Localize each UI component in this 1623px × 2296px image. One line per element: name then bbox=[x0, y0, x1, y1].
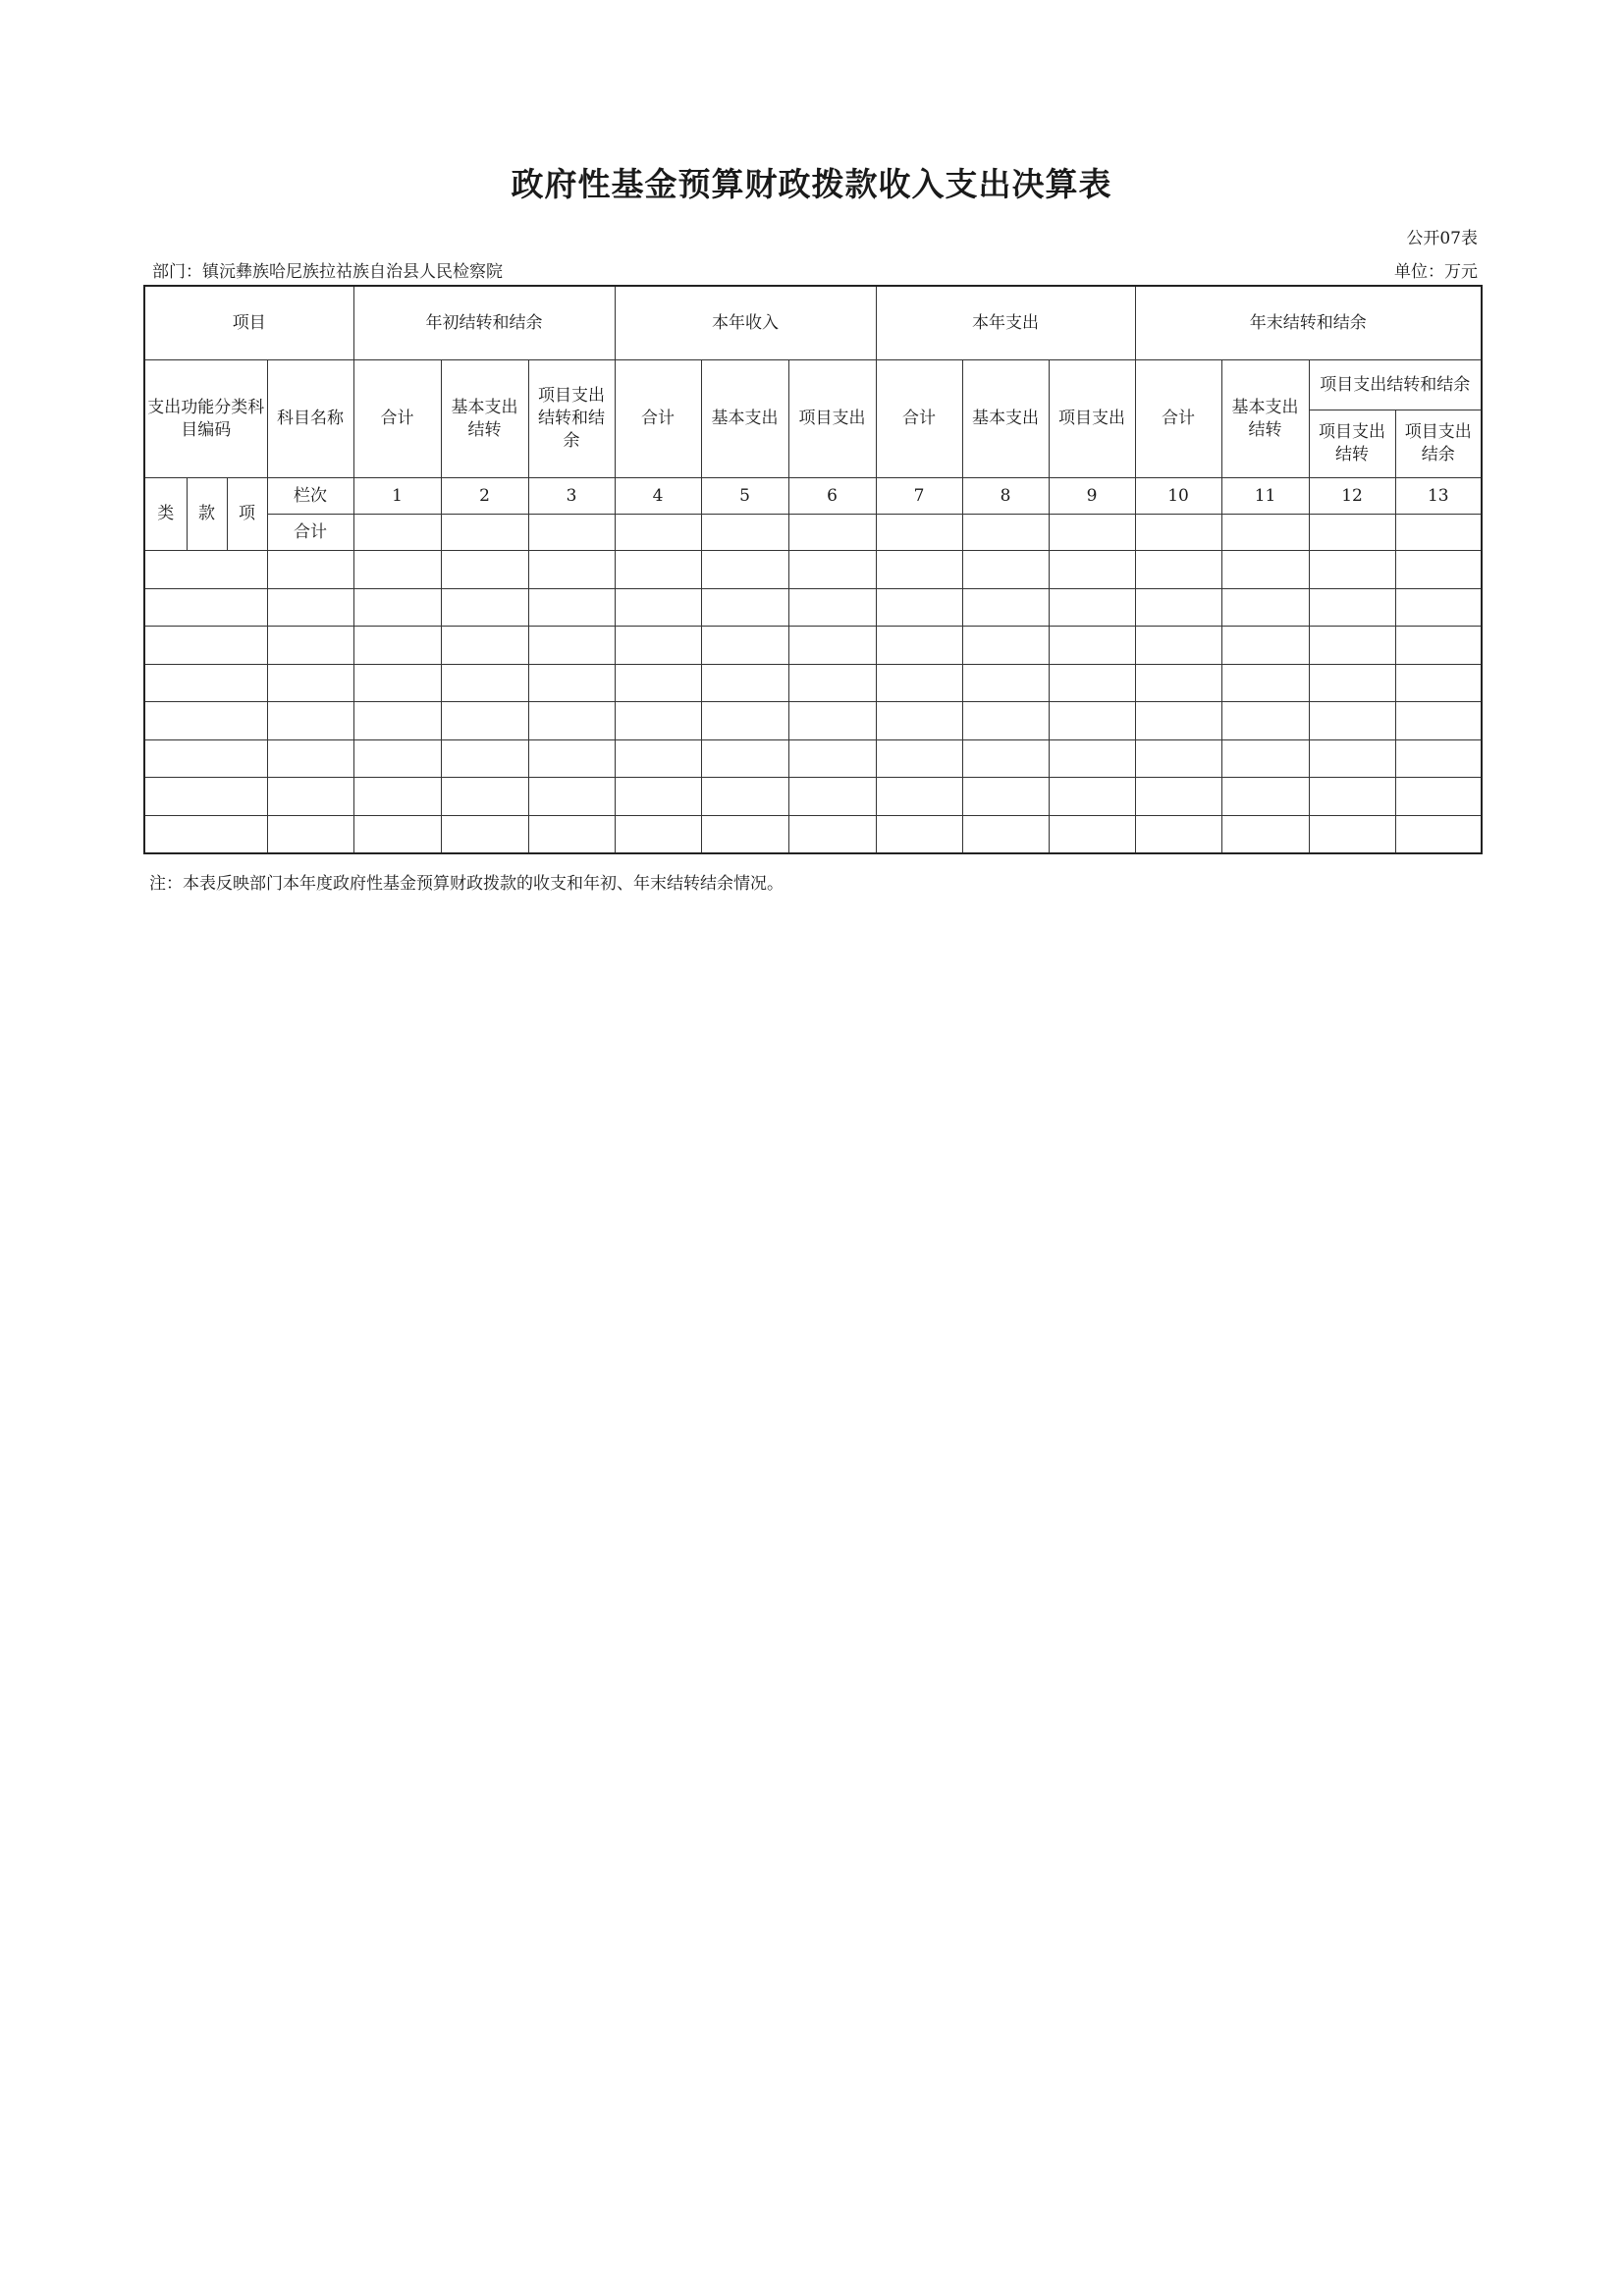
value-cell bbox=[962, 739, 1049, 778]
value-cell bbox=[962, 627, 1049, 665]
value-cell bbox=[528, 778, 615, 816]
total-cell bbox=[441, 515, 528, 551]
subject-cell bbox=[267, 739, 353, 778]
code-cell bbox=[144, 627, 267, 665]
code-cell bbox=[144, 551, 267, 589]
header-income-basic: 基本支出 bbox=[701, 360, 788, 478]
value-cell bbox=[788, 778, 876, 816]
value-cell bbox=[701, 702, 788, 740]
value-cell bbox=[441, 551, 528, 589]
value-cell bbox=[441, 739, 528, 778]
header-end-basic: 基本支出结转 bbox=[1221, 360, 1309, 478]
header-kuan: 款 bbox=[187, 478, 227, 551]
column-no-4: 4 bbox=[615, 478, 701, 515]
total-cell bbox=[353, 515, 441, 551]
value-cell bbox=[876, 702, 962, 740]
header-income-total: 合计 bbox=[615, 360, 701, 478]
value-cell bbox=[876, 815, 962, 853]
subject-cell bbox=[267, 627, 353, 665]
header-project: 项目 bbox=[144, 286, 353, 360]
value-cell bbox=[1309, 702, 1395, 740]
value-cell bbox=[528, 815, 615, 853]
code-cell bbox=[144, 702, 267, 740]
column-no-7: 7 bbox=[876, 478, 962, 515]
value-cell bbox=[788, 627, 876, 665]
subject-cell bbox=[267, 551, 353, 589]
value-cell bbox=[1135, 702, 1221, 740]
value-cell bbox=[528, 739, 615, 778]
value-cell bbox=[353, 588, 441, 627]
value-cell bbox=[528, 664, 615, 702]
value-cell bbox=[353, 702, 441, 740]
value-cell bbox=[701, 627, 788, 665]
value-cell bbox=[788, 702, 876, 740]
header-end-project-carry: 项目支出结转 bbox=[1309, 410, 1395, 478]
value-cell bbox=[701, 588, 788, 627]
total-cell bbox=[615, 515, 701, 551]
value-cell bbox=[788, 815, 876, 853]
value-cell bbox=[528, 588, 615, 627]
table-row bbox=[144, 778, 1482, 816]
value-cell bbox=[441, 778, 528, 816]
budget-table bbox=[143, 285, 1483, 854]
header-row-1 bbox=[144, 286, 1482, 360]
table-row bbox=[144, 588, 1482, 627]
total-cell bbox=[876, 515, 962, 551]
value-cell bbox=[353, 551, 441, 589]
value-cell bbox=[615, 815, 701, 853]
value-cell bbox=[1049, 815, 1135, 853]
column-no-2: 2 bbox=[441, 478, 528, 515]
value-cell bbox=[528, 702, 615, 740]
value-cell bbox=[1221, 702, 1309, 740]
value-cell bbox=[1049, 627, 1135, 665]
value-cell bbox=[441, 815, 528, 853]
value-cell bbox=[1221, 815, 1309, 853]
value-cell bbox=[1309, 551, 1395, 589]
value-cell bbox=[788, 739, 876, 778]
value-cell bbox=[876, 664, 962, 702]
column-no-1: 1 bbox=[353, 478, 441, 515]
value-cell bbox=[1221, 739, 1309, 778]
value-cell bbox=[962, 664, 1049, 702]
header-begin-total: 合计 bbox=[353, 360, 441, 478]
department-label: 部门：镇沅彝族哈尼族拉祜族自治县人民检察院 bbox=[152, 262, 503, 282]
value-cell bbox=[1049, 588, 1135, 627]
value-cell bbox=[876, 551, 962, 589]
column-no-8: 8 bbox=[962, 478, 1049, 515]
value-cell bbox=[353, 778, 441, 816]
value-cell bbox=[788, 588, 876, 627]
value-cell bbox=[701, 664, 788, 702]
value-cell bbox=[962, 815, 1049, 853]
header-begin-basic: 基本支出结转 bbox=[441, 360, 528, 478]
value-cell bbox=[441, 627, 528, 665]
column-no-11: 11 bbox=[1221, 478, 1309, 515]
value-cell bbox=[1395, 778, 1482, 816]
value-cell bbox=[1309, 627, 1395, 665]
value-cell bbox=[615, 702, 701, 740]
value-cell bbox=[1049, 739, 1135, 778]
total-row bbox=[144, 515, 1482, 551]
value-cell bbox=[615, 778, 701, 816]
value-cell bbox=[353, 815, 441, 853]
value-cell bbox=[1135, 664, 1221, 702]
header-begin-balance: 年初结转和结余 bbox=[353, 286, 615, 360]
value-cell bbox=[701, 815, 788, 853]
table-body bbox=[144, 551, 1482, 854]
header-subject-name: 科目名称 bbox=[267, 360, 353, 478]
value-cell bbox=[962, 778, 1049, 816]
table-row bbox=[144, 815, 1482, 853]
code-cell bbox=[144, 664, 267, 702]
column-no-9: 9 bbox=[1049, 478, 1135, 515]
value-cell bbox=[876, 778, 962, 816]
unit-label: 单位：万元 bbox=[1394, 262, 1478, 282]
value-cell bbox=[701, 739, 788, 778]
value-cell bbox=[1049, 778, 1135, 816]
header-expense-project: 项目支出 bbox=[1049, 360, 1135, 478]
value-cell bbox=[788, 664, 876, 702]
value-cell bbox=[1135, 739, 1221, 778]
value-cell bbox=[962, 588, 1049, 627]
value-cell bbox=[353, 739, 441, 778]
value-cell bbox=[528, 627, 615, 665]
value-cell bbox=[615, 551, 701, 589]
subject-cell bbox=[267, 815, 353, 853]
subject-cell bbox=[267, 702, 353, 740]
header-xiang: 项 bbox=[227, 478, 267, 551]
value-cell bbox=[1395, 627, 1482, 665]
total-cell bbox=[1049, 515, 1135, 551]
column-no-3: 3 bbox=[528, 478, 615, 515]
value-cell bbox=[1135, 551, 1221, 589]
column-no-12: 12 bbox=[1309, 478, 1395, 515]
header-expense-basic: 基本支出 bbox=[962, 360, 1049, 478]
page-title: 政府性基金预算财政拨款收入支出决算表 bbox=[511, 165, 1112, 203]
subject-cell bbox=[267, 664, 353, 702]
total-cell bbox=[1221, 515, 1309, 551]
value-cell bbox=[788, 551, 876, 589]
total-cell bbox=[1309, 515, 1395, 551]
value-cell bbox=[441, 664, 528, 702]
header-begin-project: 项目支出结转和结余 bbox=[528, 360, 615, 478]
value-cell bbox=[615, 627, 701, 665]
value-cell bbox=[1395, 664, 1482, 702]
value-cell bbox=[1221, 588, 1309, 627]
code-cell bbox=[144, 739, 267, 778]
value-cell bbox=[1395, 702, 1482, 740]
form-code: 公开07表 bbox=[1406, 229, 1478, 248]
value-cell bbox=[1135, 627, 1221, 665]
value-cell bbox=[1309, 815, 1395, 853]
value-cell bbox=[1135, 778, 1221, 816]
value-cell bbox=[1221, 664, 1309, 702]
total-cell bbox=[1395, 515, 1482, 551]
value-cell bbox=[1395, 551, 1482, 589]
header-func-code: 支出功能分类科目编码 bbox=[144, 360, 267, 478]
footnote: 注：本表反映部门本年度政府性基金预算财政拨款的收支和年初、年末结转结余情况。 bbox=[149, 874, 784, 894]
column-no-13: 13 bbox=[1395, 478, 1482, 515]
table-row bbox=[144, 739, 1482, 778]
column-no-6: 6 bbox=[788, 478, 876, 515]
value-cell bbox=[1221, 551, 1309, 589]
column-no-label: 栏次 bbox=[267, 478, 353, 515]
value-cell bbox=[1049, 702, 1135, 740]
header-end-balance: 年末结转和结余 bbox=[1135, 286, 1482, 360]
subject-cell bbox=[267, 588, 353, 627]
header-end-total: 合计 bbox=[1135, 360, 1221, 478]
value-cell bbox=[1049, 664, 1135, 702]
header-lei: 类 bbox=[144, 478, 187, 551]
total-cell bbox=[1135, 515, 1221, 551]
value-cell bbox=[962, 702, 1049, 740]
total-row-label: 合计 bbox=[267, 515, 353, 551]
table-row bbox=[144, 664, 1482, 702]
table-row bbox=[144, 702, 1482, 740]
code-cell bbox=[144, 815, 267, 853]
value-cell bbox=[1309, 664, 1395, 702]
table-row bbox=[144, 551, 1482, 589]
total-cell bbox=[962, 515, 1049, 551]
header-income-project: 项目支出 bbox=[788, 360, 876, 478]
header-year-income: 本年收入 bbox=[615, 286, 876, 360]
header-row-2 bbox=[144, 360, 1482, 410]
value-cell bbox=[1221, 627, 1309, 665]
value-cell bbox=[615, 588, 701, 627]
value-cell bbox=[1309, 739, 1395, 778]
value-cell bbox=[1309, 588, 1395, 627]
header-end-project-group: 项目支出结转和结余 bbox=[1309, 360, 1482, 410]
value-cell bbox=[1395, 739, 1482, 778]
value-cell bbox=[1395, 588, 1482, 627]
value-cell bbox=[441, 702, 528, 740]
value-cell bbox=[353, 664, 441, 702]
value-cell bbox=[701, 551, 788, 589]
value-cell bbox=[1395, 815, 1482, 853]
header-end-project-balance: 项目支出结余 bbox=[1395, 410, 1482, 478]
subject-cell bbox=[267, 778, 353, 816]
column-no-5: 5 bbox=[701, 478, 788, 515]
value-cell bbox=[353, 627, 441, 665]
value-cell bbox=[615, 739, 701, 778]
value-cell bbox=[876, 627, 962, 665]
value-cell bbox=[1135, 815, 1221, 853]
table-row bbox=[144, 627, 1482, 665]
header-year-expense: 本年支出 bbox=[876, 286, 1135, 360]
total-cell bbox=[528, 515, 615, 551]
code-cell bbox=[144, 778, 267, 816]
value-cell bbox=[1221, 778, 1309, 816]
column-number-row bbox=[144, 478, 1482, 515]
value-cell bbox=[876, 739, 962, 778]
value-cell bbox=[701, 778, 788, 816]
value-cell bbox=[615, 664, 701, 702]
header-expense-total: 合计 bbox=[876, 360, 962, 478]
column-no-10: 10 bbox=[1135, 478, 1221, 515]
total-cell bbox=[701, 515, 788, 551]
value-cell bbox=[962, 551, 1049, 589]
total-cell bbox=[788, 515, 876, 551]
value-cell bbox=[876, 588, 962, 627]
value-cell bbox=[1135, 588, 1221, 627]
code-cell bbox=[144, 588, 267, 627]
value-cell bbox=[441, 588, 528, 627]
value-cell bbox=[528, 551, 615, 589]
value-cell bbox=[1309, 778, 1395, 816]
value-cell bbox=[1049, 551, 1135, 589]
